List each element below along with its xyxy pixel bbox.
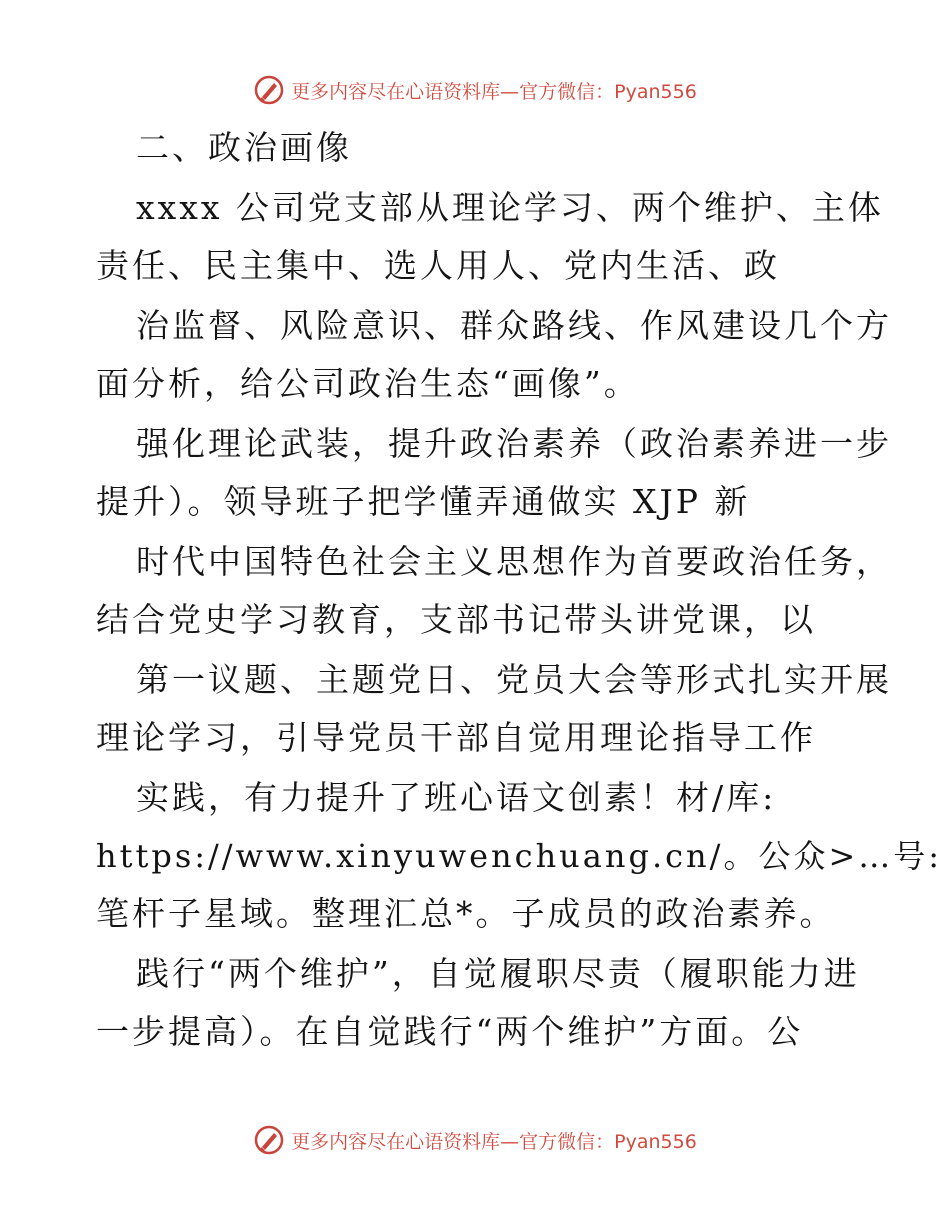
paragraph-line: 理论学习，引导党员干部自觉用理论指导工作 [96, 718, 816, 757]
section-heading: 二、政治画像 [136, 128, 352, 167]
paragraph-line: 第一议题、主题党日、党员大会等形式扎实开展 [136, 660, 892, 699]
paragraph-line: 时代中国特色社会主义思想作为首要政治任务， [136, 542, 892, 581]
paragraph-line: 实践，有力提升了班心语文创素！材/库: [136, 778, 777, 817]
banner-text: 更多内容尽在心语资料库—官方微信：Pyan556 [291, 80, 697, 103]
pen-nib-seal-icon [253, 1124, 285, 1156]
paragraph-line: 强化理论武装，提升政治素养（政治素养进一步 [136, 424, 892, 463]
paragraph-line: 提升）。领导班子把学懂弄通做实 XJP 新 [96, 482, 751, 521]
paragraph-line: 践行“两个维护”，自觉履职尽责（履职能力进 [136, 954, 860, 993]
paragraph-line: xxxx 公司党支部从理论学习、两个维护、主体 [136, 188, 884, 227]
paragraph-line-url: https://www.xinyuwenchuang.cn/。公众>…号: [96, 837, 943, 875]
paragraph-line: 一步提高）。在自觉践行“两个维护”方面。公 [96, 1012, 804, 1051]
footer-watermark-banner [0, 1124, 950, 1156]
banner-text: 更多内容尽在心语资料库—官方微信：Pyan556 [291, 1130, 697, 1153]
paragraph-line: 面分析，给公司政治生态“画像”。 [96, 364, 640, 403]
paragraph-line: 治监督、风险意识、群众路线、作风建设几个方 [136, 306, 892, 345]
paragraph-line: 责任、民主集中、选人用人、党内生活、政 [96, 246, 780, 285]
paragraph-line: 笔杆子星域。整理汇总*。子成员的政治素养。 [96, 894, 836, 933]
paragraph-line: 结合党史学习教育，支部书记带头讲党课，以 [96, 600, 816, 639]
